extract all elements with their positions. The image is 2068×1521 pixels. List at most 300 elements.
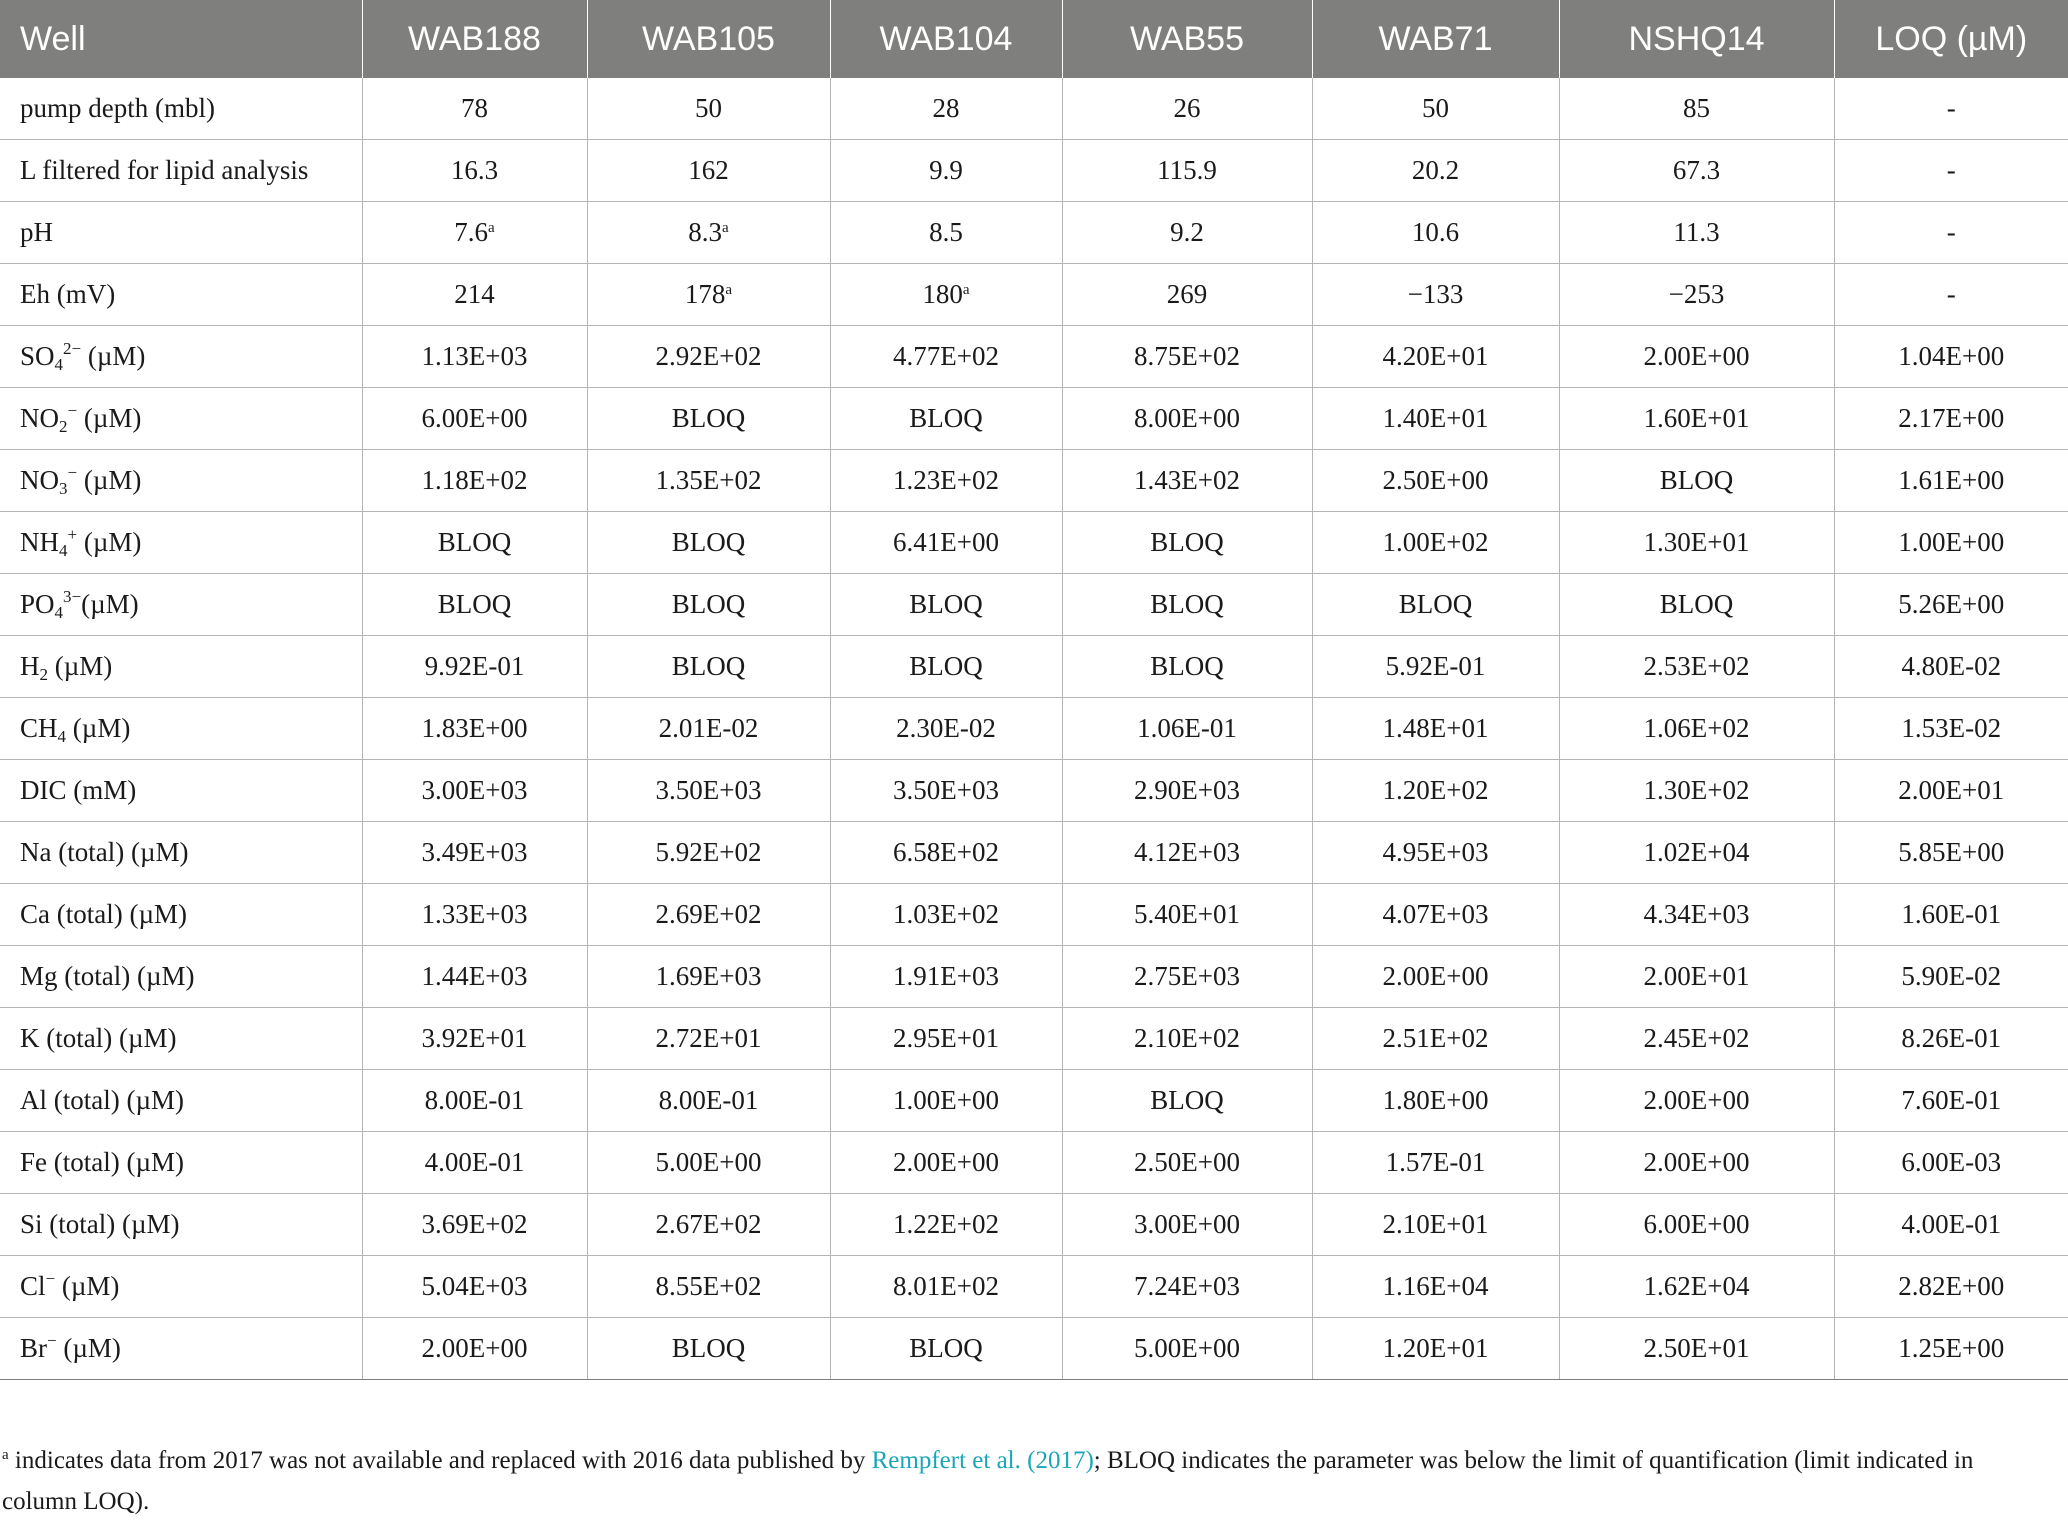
cell-value: 8.26E-01 xyxy=(1901,1023,2002,1053)
table-row xyxy=(0,636,2068,698)
table-cell xyxy=(1062,450,1312,512)
cell-value: 2.51E+02 xyxy=(1382,1023,1489,1053)
table-cell xyxy=(587,822,830,884)
cell-value: 1.30E+02 xyxy=(1643,775,1750,805)
table-cell xyxy=(1062,946,1312,1008)
cell-value: 78 xyxy=(461,93,488,123)
table-cell xyxy=(1834,1194,2068,1256)
table-cell xyxy=(1312,1318,1559,1380)
cell-value: 2.50E+00 xyxy=(1134,1147,1240,1177)
cell-value: 8.3 xyxy=(688,217,723,247)
table-row xyxy=(0,1070,2068,1132)
cell-value: 5.00E+00 xyxy=(655,1147,762,1177)
table-cell xyxy=(1834,140,2068,202)
cell-value: 1.04E+00 xyxy=(1898,341,2005,371)
row-label xyxy=(0,1194,362,1256)
cell-value: 7.6 xyxy=(454,217,489,247)
table-cell xyxy=(1312,140,1559,202)
table-cell xyxy=(830,512,1062,574)
cell-value: 2.69E+02 xyxy=(655,899,762,929)
header-row xyxy=(0,0,2068,78)
table-cell xyxy=(1834,264,2068,326)
footnote-marker: a xyxy=(962,282,970,298)
table-cell xyxy=(362,1194,587,1256)
table-row xyxy=(0,1008,2068,1070)
table-cell xyxy=(1312,1008,1559,1070)
cell-value: 1.83E+00 xyxy=(421,713,528,743)
table-cell xyxy=(587,1318,830,1380)
row-label xyxy=(0,512,362,574)
table-cell xyxy=(1559,698,1834,760)
cell-value: BLOQ xyxy=(671,1333,746,1363)
cell-value: BLOQ xyxy=(909,403,983,433)
table-cell xyxy=(1559,1318,1834,1380)
table-row xyxy=(0,388,2068,450)
cell-value: 3.00E+03 xyxy=(421,775,528,805)
row-label-pre: PO xyxy=(20,589,55,619)
row-label xyxy=(0,388,362,450)
cell-value: 1.35E+02 xyxy=(655,465,762,495)
cell-value: 1.00E+00 xyxy=(1898,527,2005,557)
cell-value: 6.58E+02 xyxy=(893,837,999,867)
row-label-post: (µM) xyxy=(66,713,131,743)
row-label-pre: Ca (total) (µM) xyxy=(20,899,188,929)
table-cell xyxy=(362,512,587,574)
row-label-sup: 3− xyxy=(63,587,82,606)
cell-value: 3.50E+03 xyxy=(655,775,762,805)
cell-value: 2.10E+01 xyxy=(1382,1209,1489,1239)
citation-link[interactable]: Rempfert et al. (2017) xyxy=(871,1447,1094,1474)
table-cell xyxy=(830,202,1062,264)
table-cell xyxy=(587,1008,830,1070)
cell-value: 50 xyxy=(1422,93,1449,123)
row-label-sub: 2 xyxy=(59,417,68,436)
footnote-marker: a xyxy=(725,282,733,298)
row-label-sup: − xyxy=(67,401,78,420)
table-cell xyxy=(362,760,587,822)
table-cell xyxy=(1312,636,1559,698)
cell-value: 1.91E+03 xyxy=(893,961,999,991)
table-cell xyxy=(830,264,1062,326)
table-cell xyxy=(830,1008,1062,1070)
table-row xyxy=(0,946,2068,1008)
table-row xyxy=(0,760,2068,822)
table-cell xyxy=(1312,946,1559,1008)
table-cell xyxy=(362,388,587,450)
row-label-pre: H xyxy=(20,651,40,681)
table-cell xyxy=(362,1318,587,1380)
row-label xyxy=(0,1070,362,1132)
cell-value: 1.02E+04 xyxy=(1643,837,1750,867)
cell-value: - xyxy=(1946,279,1956,309)
cell-value: - xyxy=(1946,93,1956,123)
cell-value: 4.12E+03 xyxy=(1134,837,1240,867)
table-cell xyxy=(1312,698,1559,760)
table-cell xyxy=(830,1318,1062,1380)
table-row xyxy=(0,698,2068,760)
table-cell xyxy=(1559,140,1834,202)
row-label xyxy=(0,698,362,760)
table-cell xyxy=(830,326,1062,388)
table-cell xyxy=(587,264,830,326)
table-cell xyxy=(1559,1132,1834,1194)
table-cell xyxy=(1559,450,1834,512)
cell-value: 50 xyxy=(695,93,722,123)
row-label xyxy=(0,884,362,946)
row-label-post: (µM) xyxy=(81,589,139,619)
cell-value: 4.07E+03 xyxy=(1382,899,1489,929)
cell-value: 2.90E+03 xyxy=(1134,775,1240,805)
row-label-sup: + xyxy=(67,525,78,544)
cell-value: 1.43E+02 xyxy=(1134,465,1240,495)
cell-value: 1.23E+02 xyxy=(893,465,999,495)
row-label xyxy=(0,760,362,822)
cell-value: 4.00E-01 xyxy=(1901,1209,2002,1239)
cell-value: BLOQ xyxy=(437,527,512,557)
row-label xyxy=(0,1256,362,1318)
row-label-pre: Si (total) (µM) xyxy=(20,1209,180,1239)
row-label-sup: − xyxy=(67,463,78,482)
cell-value: 214 xyxy=(454,279,495,309)
table-cell xyxy=(1062,264,1312,326)
table-cell xyxy=(1559,636,1834,698)
table-header xyxy=(0,0,2068,78)
table-cell xyxy=(362,822,587,884)
cell-value: 1.48E+01 xyxy=(1382,713,1489,743)
table-cell xyxy=(1062,140,1312,202)
cell-value: 1.60E-01 xyxy=(1901,899,2002,929)
cell-value: 6.00E+00 xyxy=(421,403,528,433)
cell-value: 6.41E+00 xyxy=(893,527,999,557)
cell-value: 2.00E+00 xyxy=(1643,341,1750,371)
cell-value: 1.16E+04 xyxy=(1382,1271,1489,1301)
table-cell xyxy=(1312,78,1559,140)
cell-value: 1.18E+02 xyxy=(421,465,528,495)
cell-value: 2.67E+02 xyxy=(655,1209,762,1239)
cell-value: 1.03E+02 xyxy=(893,899,999,929)
table-cell xyxy=(1559,574,1834,636)
cell-value: 2.50E+01 xyxy=(1643,1333,1750,1363)
row-label-pre: Na (total) (µM) xyxy=(20,837,189,867)
table-row xyxy=(0,202,2068,264)
table-cell xyxy=(830,1256,1062,1318)
table-cell xyxy=(1559,884,1834,946)
table-cell xyxy=(830,636,1062,698)
table-cell xyxy=(1062,698,1312,760)
cell-value: 2.00E+01 xyxy=(1643,961,1750,991)
cell-value: 1.25E+00 xyxy=(1898,1333,2005,1363)
table-cell xyxy=(362,636,587,698)
table-row xyxy=(0,140,2068,202)
cell-value: 3.92E+01 xyxy=(421,1023,528,1053)
table-cell xyxy=(830,1194,1062,1256)
cell-value: 26 xyxy=(1173,93,1201,123)
table-cell xyxy=(1834,512,2068,574)
row-label xyxy=(0,636,362,698)
table-cell xyxy=(1312,822,1559,884)
table-row xyxy=(0,884,2068,946)
table-cell xyxy=(830,884,1062,946)
table-cell xyxy=(1312,1132,1559,1194)
table-cell xyxy=(362,78,587,140)
table-cell xyxy=(362,1256,587,1318)
table-row xyxy=(0,512,2068,574)
cell-value: 5.40E+01 xyxy=(1134,899,1240,929)
cell-value: BLOQ xyxy=(671,589,746,619)
cell-value: 3.00E+00 xyxy=(1134,1209,1240,1239)
table-cell xyxy=(1559,264,1834,326)
cell-value: 178 xyxy=(684,279,726,309)
table-cell xyxy=(1834,574,2068,636)
row-label xyxy=(0,78,362,140)
table-cell xyxy=(1834,760,2068,822)
table-row xyxy=(0,822,2068,884)
row-label-sub: 3 xyxy=(59,479,68,498)
table-cell xyxy=(830,450,1062,512)
table-cell xyxy=(1834,698,2068,760)
cell-value: −253 xyxy=(1668,279,1725,309)
cell-value: 8.00E+00 xyxy=(1134,403,1240,433)
cell-value: 2.00E+00 xyxy=(893,1147,999,1177)
cell-value: 2.10E+02 xyxy=(1134,1023,1240,1053)
cell-value: BLOQ xyxy=(671,527,746,557)
cell-value: 1.62E+04 xyxy=(1643,1271,1750,1301)
row-label-sup: 2− xyxy=(63,339,82,358)
table-cell xyxy=(1062,388,1312,450)
row-label-pre: pH xyxy=(20,217,53,247)
cell-value: 5.04E+03 xyxy=(421,1271,528,1301)
row-label-sub: 2 xyxy=(39,665,48,684)
cell-value: BLOQ xyxy=(1150,589,1224,619)
table-cell xyxy=(1062,574,1312,636)
table-cell xyxy=(1559,1194,1834,1256)
table-cell xyxy=(587,388,830,450)
cell-value: 180 xyxy=(922,279,963,309)
cell-value: 20.2 xyxy=(1411,155,1460,185)
table-cell xyxy=(587,1132,830,1194)
cell-value: BLOQ xyxy=(671,403,746,433)
table-cell xyxy=(362,1070,587,1132)
table-cell xyxy=(1834,450,2068,512)
row-label-post: (µM) xyxy=(48,651,113,681)
cell-value: 1.20E+02 xyxy=(1382,775,1489,805)
cell-value: 1.44E+03 xyxy=(421,961,528,991)
cell-value: 16.3 xyxy=(450,155,499,185)
table-row xyxy=(0,1318,2068,1380)
cell-value: 5.26E+00 xyxy=(1898,589,2005,619)
column-header: WAB55 xyxy=(1062,0,1312,78)
table-cell xyxy=(1312,202,1559,264)
table-cell xyxy=(587,1070,830,1132)
cell-value: BLOQ xyxy=(1659,589,1734,619)
table-cell xyxy=(1834,636,2068,698)
row-label-pre: K (total) (µM) xyxy=(20,1023,177,1053)
column-header: Well xyxy=(0,0,362,78)
table-cell xyxy=(1062,78,1312,140)
table-cell xyxy=(587,1256,830,1318)
cell-value: 9.2 xyxy=(1170,217,1204,247)
table-row xyxy=(0,78,2068,140)
row-label-pre: pump depth (mbl) xyxy=(20,93,215,123)
table-cell xyxy=(1312,512,1559,574)
table-cell xyxy=(1062,512,1312,574)
table-cell xyxy=(830,78,1062,140)
table-cell xyxy=(1062,202,1312,264)
cell-value: 1.57E-01 xyxy=(1385,1147,1486,1177)
row-label-pre: NH xyxy=(20,527,59,557)
cell-value: 67.3 xyxy=(1672,155,1721,185)
table-cell xyxy=(587,884,830,946)
cell-value: 1.00E+00 xyxy=(893,1085,999,1115)
table-cell xyxy=(830,1132,1062,1194)
table-cell xyxy=(830,946,1062,1008)
table-cell xyxy=(1062,1132,1312,1194)
table-cell xyxy=(587,202,830,264)
cell-value: 4.77E+02 xyxy=(893,341,999,371)
table-cell xyxy=(362,326,587,388)
cell-value: 5.90E-02 xyxy=(1901,961,2002,991)
table-cell xyxy=(1559,388,1834,450)
cell-value: 4.00E-01 xyxy=(424,1147,525,1177)
table-cell xyxy=(1834,202,2068,264)
table-cell xyxy=(1062,1008,1312,1070)
table-row xyxy=(0,326,2068,388)
cell-value: 1.06E-01 xyxy=(1137,713,1237,743)
table-cell xyxy=(1834,388,2068,450)
table-cell xyxy=(587,946,830,1008)
table-cell xyxy=(1834,1132,2068,1194)
cell-value: 2.00E+00 xyxy=(1643,1085,1750,1115)
table-cell xyxy=(1062,1194,1312,1256)
cell-value: 2.30E-02 xyxy=(896,713,996,743)
table-row xyxy=(0,1194,2068,1256)
table-row xyxy=(0,1256,2068,1318)
cell-value: 2.82E+00 xyxy=(1898,1271,2005,1301)
cell-value: 5.92E-01 xyxy=(1385,651,1486,681)
table-row xyxy=(0,574,2068,636)
table-cell xyxy=(1312,760,1559,822)
row-label-pre: NO xyxy=(20,465,59,495)
row-label-pre: Fe (total) (µM) xyxy=(20,1147,185,1177)
cell-value: BLOQ xyxy=(1150,1085,1224,1115)
cell-value: BLOQ xyxy=(1150,651,1224,681)
table-cell xyxy=(1559,946,1834,1008)
table-cell xyxy=(587,1194,830,1256)
cell-value: - xyxy=(1946,155,1956,185)
table-row xyxy=(0,264,2068,326)
cell-value: 1.30E+01 xyxy=(1643,527,1750,557)
cell-value: 8.75E+02 xyxy=(1134,341,1240,371)
table-cell xyxy=(1834,1256,2068,1318)
footnote-text-after: ; BLOQ indicates the parameter was below the limit of quantification (limit indicated in column LOQ). xyxy=(2,1447,1974,1515)
cell-value: 4.34E+03 xyxy=(1643,899,1750,929)
row-label-post: (µM) xyxy=(81,341,146,371)
cell-value: 2.01E-02 xyxy=(658,713,759,743)
cell-value: 162 xyxy=(688,155,729,185)
column-header: WAB188 xyxy=(362,0,587,78)
table-cell xyxy=(1834,78,2068,140)
table-cell xyxy=(587,140,830,202)
table-cell xyxy=(1559,1256,1834,1318)
table-cell xyxy=(1834,1008,2068,1070)
cell-value: 1.13E+03 xyxy=(421,341,528,371)
table-cell xyxy=(1312,264,1559,326)
table-cell xyxy=(1559,760,1834,822)
cell-value: 2.50E+00 xyxy=(1382,465,1489,495)
table-cell xyxy=(1062,884,1312,946)
cell-value: 1.20E+01 xyxy=(1382,1333,1489,1363)
table-cell xyxy=(362,884,587,946)
row-label xyxy=(0,140,362,202)
cell-value: BLOQ xyxy=(437,589,512,619)
table-cell xyxy=(587,760,830,822)
cell-value: 2.53E+02 xyxy=(1643,651,1750,681)
row-label-pre: Al (total) (µM) xyxy=(20,1085,185,1115)
table-cell xyxy=(1559,822,1834,884)
row-label xyxy=(0,1132,362,1194)
cell-value: 8.00E-01 xyxy=(658,1085,759,1115)
cell-value: 2.75E+03 xyxy=(1134,961,1240,991)
table-cell xyxy=(587,326,830,388)
cell-value: 28 xyxy=(932,93,960,123)
cell-value: 2.45E+02 xyxy=(1643,1023,1750,1053)
column-header: WAB104 xyxy=(830,0,1062,78)
table-cell xyxy=(587,450,830,512)
cell-value: 9.92E-01 xyxy=(424,651,525,681)
row-label xyxy=(0,946,362,1008)
row-label-post: (µM) xyxy=(56,1333,121,1363)
table-cell xyxy=(1062,326,1312,388)
row-label-sup: − xyxy=(47,1331,57,1350)
table-cell xyxy=(362,574,587,636)
table-body xyxy=(0,78,2068,1380)
cell-value: 10.6 xyxy=(1411,217,1460,247)
table-cell xyxy=(1559,1008,1834,1070)
cell-value: 5.85E+00 xyxy=(1898,837,2005,867)
row-label-pre: CH xyxy=(20,713,58,743)
footnote-text-before: indicates data from 2017 was not available and replaced with 2016 data published by xyxy=(8,1447,872,1474)
table-cell xyxy=(1312,326,1559,388)
table-cell xyxy=(587,512,830,574)
cell-value: 1.53E-02 xyxy=(1901,713,2002,743)
row-label-pre: SO xyxy=(20,341,55,371)
cell-value: 269 xyxy=(1166,279,1208,309)
table-cell xyxy=(1559,1070,1834,1132)
table-cell xyxy=(1312,574,1559,636)
row-label-pre: Eh (mV) xyxy=(20,279,116,309)
table-cell xyxy=(1312,1070,1559,1132)
cell-value: - xyxy=(1946,217,1956,247)
cell-value: 3.50E+03 xyxy=(893,775,999,805)
column-header: WAB71 xyxy=(1312,0,1559,78)
cell-value: BLOQ xyxy=(1150,527,1224,557)
cell-value: 2.00E+00 xyxy=(421,1333,528,1363)
table-cell xyxy=(1312,450,1559,512)
cell-value: 4.80E-02 xyxy=(1901,651,2002,681)
row-label-pre: NO xyxy=(20,403,59,433)
table-cell xyxy=(362,450,587,512)
cell-value: BLOQ xyxy=(909,651,983,681)
cell-value: 9.9 xyxy=(929,155,963,185)
row-label xyxy=(0,326,362,388)
table-row xyxy=(0,450,2068,512)
cell-value: 7.24E+03 xyxy=(1134,1271,1240,1301)
row-label-post: (µM) xyxy=(77,527,142,557)
cell-value: 85 xyxy=(1683,93,1710,123)
footnote-marker: a xyxy=(488,220,495,236)
cell-value: 115.9 xyxy=(1157,155,1217,185)
cell-value: 5.92E+02 xyxy=(655,837,762,867)
